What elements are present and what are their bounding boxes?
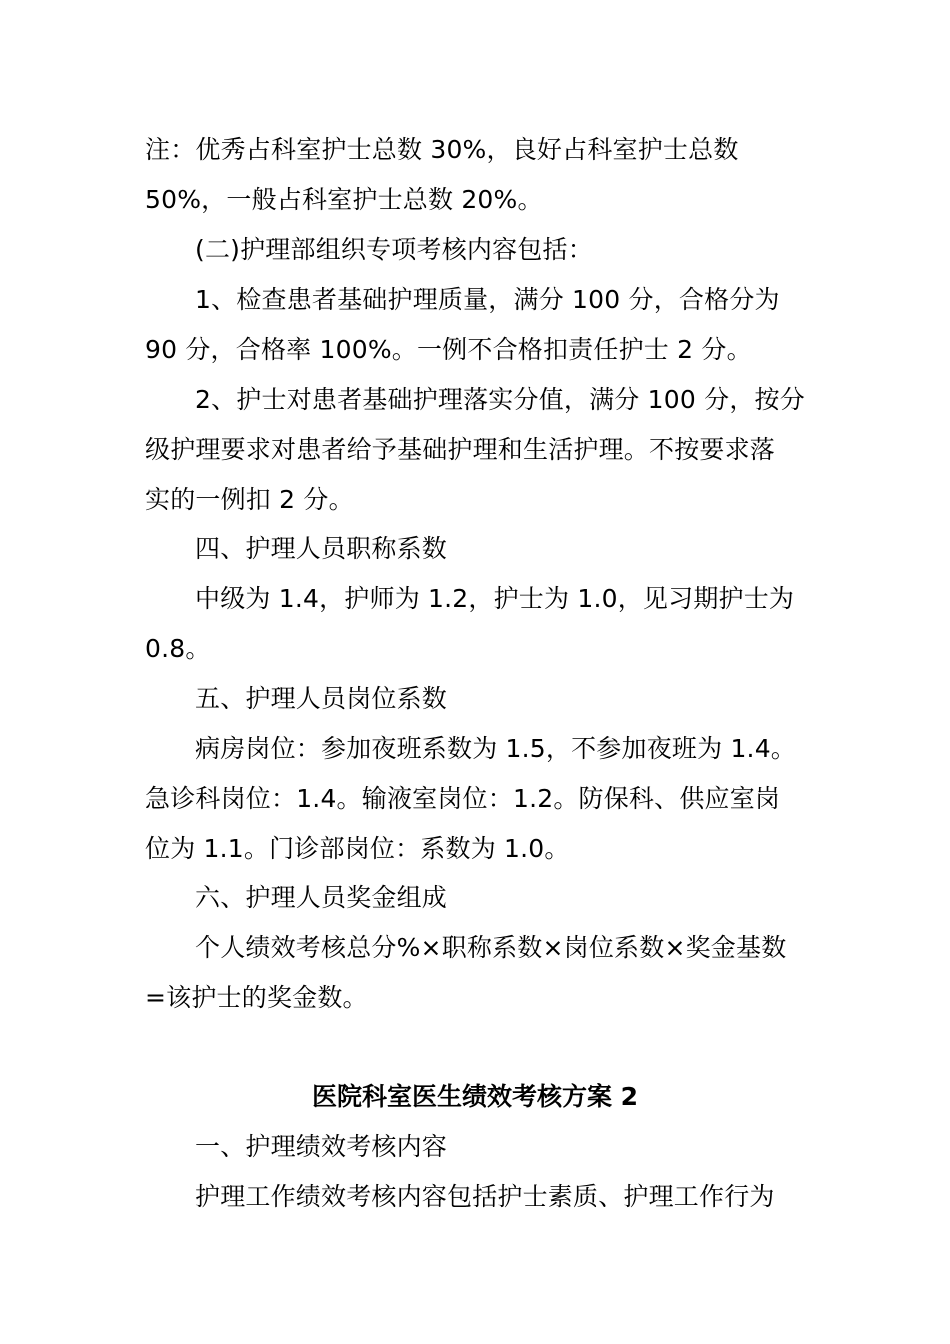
text-line: 个人绩效考核总分%×职称系数×岗位系数×奖金基数: [195, 933, 787, 962]
text-line: 2、护士对患者基础护理落实分值，满分 100 分，按分: [195, 385, 805, 414]
section-heading: 五、护理人员岗位系数: [195, 684, 448, 713]
text-line: =该护士的奖金数。: [145, 983, 368, 1012]
text-line: 中级为 1.4，护师为 1.2，护士为 1.0，见习期护士为: [195, 584, 795, 613]
section-heading: 一、护理绩效考核内容: [195, 1132, 448, 1161]
text-line: 1、检查患者基础护理质量，满分 100 分，合格分为: [195, 285, 780, 314]
text-line: 90 分，合格率 100%。一例不合格扣责任护士 2 分。: [145, 335, 752, 364]
section-heading: 六、护理人员奖金组成: [195, 883, 448, 912]
text-line: 级护理要求对患者给予基础护理和生活护理。不按要求落: [145, 435, 776, 464]
text-line: 病房岗位：参加夜班系数为 1.5，不参加夜班为 1.4。: [195, 734, 797, 763]
text-line: 护理工作绩效考核内容包括护士素质、护理工作行为: [195, 1182, 775, 1211]
text-line: 实的一例扣 2 分。: [145, 485, 354, 514]
text-line: 位为 1.1。门诊部岗位：系数为 1.0。: [145, 834, 570, 863]
text-line: 急诊科岗位：1.4。输液室岗位：1.2。防保科、供应室岗: [145, 784, 781, 813]
section-heading: 四、护理人员职称系数: [195, 534, 448, 563]
text-line: 注：优秀占科室护士总数 30%，良好占科室护士总数: [145, 135, 739, 164]
text-line: 0.8。: [145, 634, 211, 663]
text-line: 50%，一般占科室护士总数 20%。: [145, 185, 543, 214]
document-title: 医院科室医生绩效考核方案 2: [311, 1082, 639, 1111]
text-line: (二)护理部组织专项考核内容包括：: [195, 235, 593, 264]
